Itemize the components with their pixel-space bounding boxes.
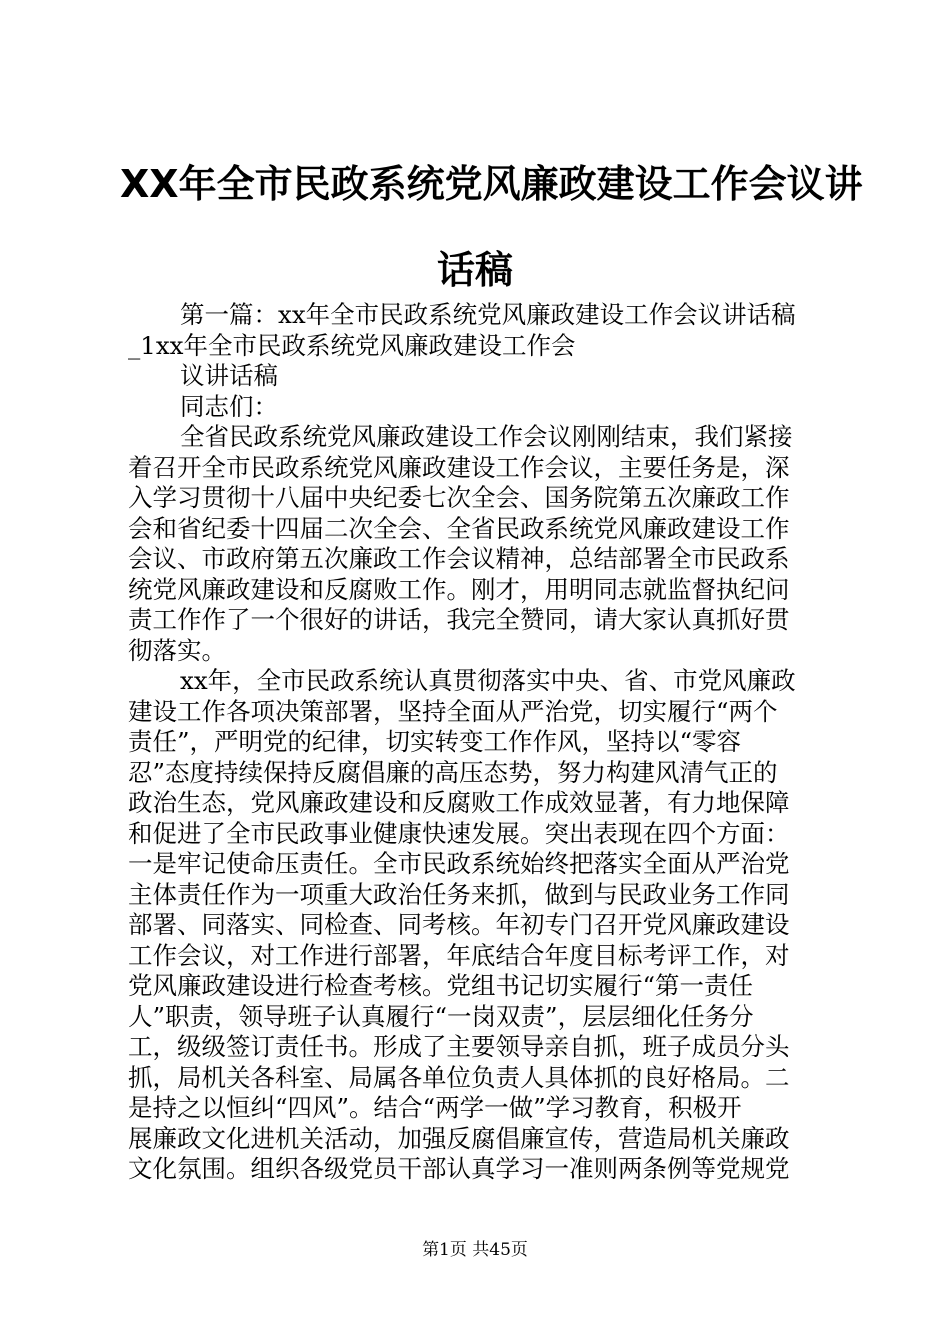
body-line: _1xx年全市民政系统党风廉政建设工作会: [128, 330, 576, 360]
document-title-line-2: 话稿: [436, 248, 513, 292]
body-line: 第一篇：xx年全市民政系统党风廉政建设工作会议讲话稿: [180, 300, 796, 329]
body-line: 彻落实。: [128, 635, 226, 665]
body-line: 党风廉政建设进行检查考核。党组书记切实履行“第一责任: [128, 971, 754, 1000]
body-line: 责任”，严明党的纪律，切实转变工作作风，坚持以“零容: [128, 727, 742, 756]
body-line: 工，级级签订责任书。形成了主要领导亲自抓，班子成员分头: [128, 1032, 790, 1061]
body-line: 和促进了全市民政事业健康快速发展。突出表现在四个方面：: [128, 818, 790, 848]
body-line: 忍”态度持续保持反腐倡廉的高压态势，努力构建风清气正的: [128, 757, 778, 787]
body-line: 入学习贯彻十八届中央纪委七次全会、国务院第五次廉政工作: [128, 483, 790, 512]
document-body: [128, 300, 828, 1185]
body-line: 抓，局机关各科室、局属各单位负责人具体抓的良好格局。二: [128, 1062, 790, 1092]
body-line: 文化氛围。组织各级党员干部认真学习一准则两条例等党规党: [128, 1154, 790, 1183]
body-line: 主体责任作为一项重大政治任务来抓，做到与民政业务工作同: [128, 879, 790, 909]
body-line: 工作会议，对工作进行部署，年底结合年度目标考评工作，对: [128, 940, 790, 970]
body-line: 会议、市政府第五次廉政工作会议精神，总结部署全市民政系: [128, 544, 790, 573]
body-line: 会和省纪委十四届二次全会、全省民政系统党风廉政建设工作: [128, 513, 790, 543]
body-line: xx年，全市民政系统认真贯彻落实中央、省、市党风廉政: [180, 666, 796, 695]
body-line: 责工作作了一个很好的讲话，我完全赞同，请大家认真抓好贯: [128, 605, 790, 634]
body-line: 展廉政文化进机关活动，加强反腐倡廉宣传，营造局机关廉政: [128, 1123, 790, 1153]
body-line: 一是牢记使命压责任。全市民政系统始终把落实全面从严治党: [128, 849, 790, 878]
body-line: 人”职责，领导班子认真履行“一岗双责”，层层细化任务分: [128, 1001, 754, 1031]
body-line: 着召开全市民政系统党风廉政建设工作会议，主要任务是，深: [128, 452, 790, 482]
body-line: 建设工作各项决策部署，坚持全面从严治党，切实履行“两个: [128, 696, 778, 726]
body-line: 部署、同落实、同检查、同考核。年初专门召开党风廉政建设: [128, 910, 790, 939]
body-line: 统党风廉政建设和反腐败工作。刚才，用明同志就监督执纪问: [128, 574, 790, 604]
body-line: 是持之以恒纠“四风”。结合“两学一做”学习教育，积极开: [128, 1093, 742, 1122]
document-title-line-1: XX年全市民政系统党风廉政建设工作会议讲: [120, 162, 863, 206]
page-footer: 第1页 共45页: [422, 1240, 528, 1260]
body-line: 全省民政系统党风廉政建设工作会议刚刚结束，我们紧接: [180, 422, 793, 451]
body-line: 议讲话稿: [180, 361, 278, 390]
body-line: 政治生态，党风廉政建设和反腐败工作成效显著，有力地保障: [128, 788, 790, 817]
body-line: 同志们：: [180, 391, 278, 421]
